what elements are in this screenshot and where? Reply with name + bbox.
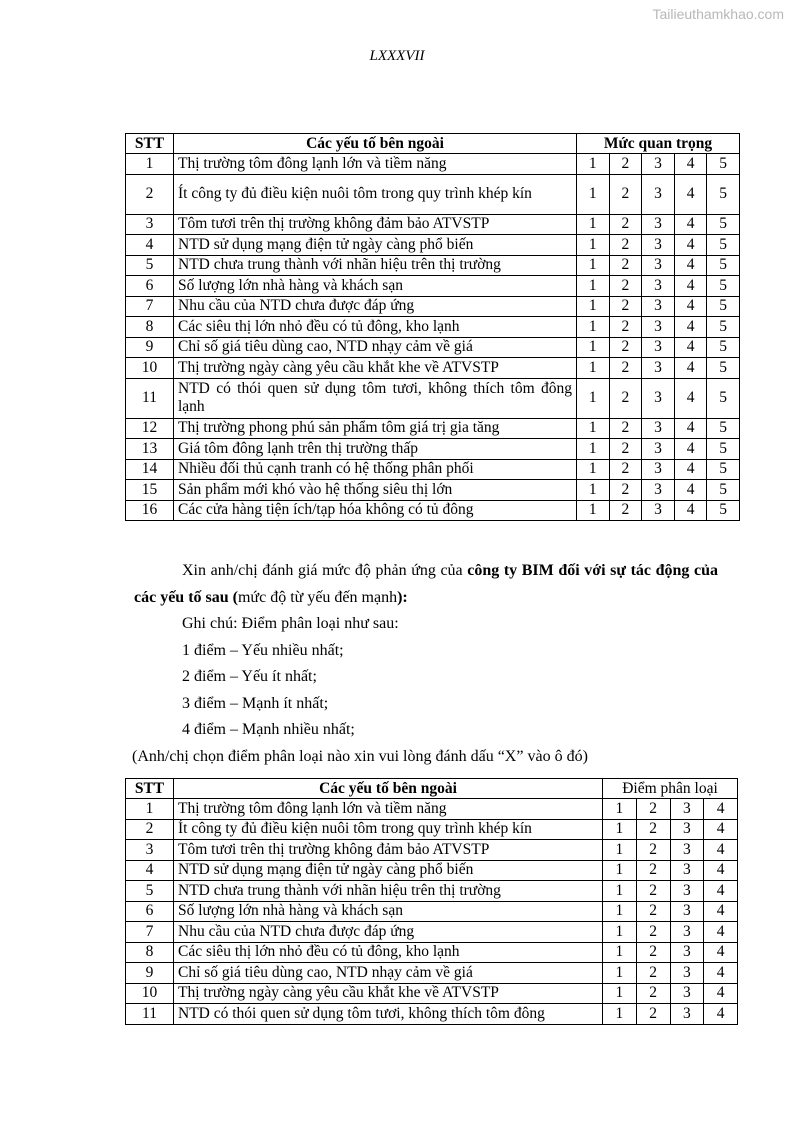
table-row	[126, 418, 740, 439]
level-2: 2 điểm – Yếu ít nhất;	[182, 668, 317, 685]
score-cell-2[interactable]: 2	[609, 418, 642, 439]
table-row	[126, 255, 740, 276]
table-row	[126, 378, 740, 418]
instruction-paragraph: Xin anh/chị đánh giá mức độ phản ứng của công ty BIM đối với sự tác động của các yếu tố sau (mức độ từ yếu đến mạnh):	[134, 562, 719, 606]
score-cell-2[interactable]: 2	[609, 337, 642, 358]
score-cell-1[interactable]: 1	[603, 983, 637, 1004]
table-row	[126, 1004, 738, 1025]
table-row	[126, 840, 738, 861]
score-cell-1[interactable]: 1	[603, 860, 637, 881]
table-row	[126, 480, 740, 501]
score-cell-3[interactable]: 3	[670, 963, 704, 984]
score-cell-4[interactable]: 4	[704, 881, 738, 902]
table-row	[126, 317, 740, 338]
score-cell-2[interactable]: 2	[636, 799, 670, 820]
factor-name: Các cửa hàng tiện ích/tạp hóa không có tủ đông	[174, 500, 577, 521]
table-row	[126, 174, 740, 214]
score-cell-1[interactable]: 1	[577, 337, 610, 358]
score-cell-5[interactable]: 5	[707, 214, 740, 235]
score-cell-2[interactable]: 2	[609, 459, 642, 480]
score-cell-2[interactable]: 2	[609, 317, 642, 338]
table-row	[126, 860, 738, 881]
level-4: 4 điểm – Mạnh nhiều nhất;	[182, 721, 355, 738]
table-row	[126, 942, 738, 963]
score-cell-4[interactable]: 4	[674, 418, 707, 439]
row-number: 11	[126, 1004, 174, 1025]
factor-name: Tôm tươi trên thị trường không đảm bảo ATVSTP	[174, 214, 577, 235]
score-cell-1[interactable]: 1	[577, 358, 610, 379]
score-cell-4[interactable]: 4	[674, 276, 707, 297]
score-cell-2[interactable]: 2	[636, 983, 670, 1004]
score-cell-2[interactable]: 2	[609, 500, 642, 521]
score-cell-1[interactable]: 1	[577, 296, 610, 317]
score-cell-1[interactable]: 1	[577, 459, 610, 480]
score-cell-2[interactable]: 2	[636, 860, 670, 881]
score-cell-2[interactable]: 2	[609, 480, 642, 501]
score-cell-3[interactable]: 3	[670, 942, 704, 963]
row-number: 7	[126, 922, 174, 943]
score-cell-3[interactable]: 3	[642, 174, 675, 214]
table-row	[126, 358, 740, 379]
factor-name: Nhiều đối thủ cạnh tranh có hệ thống phân phối	[174, 459, 577, 480]
score-cell-4[interactable]: 4	[704, 799, 738, 820]
score-cell-1[interactable]: 1	[603, 840, 637, 861]
score-cell-3[interactable]: 3	[670, 860, 704, 881]
score-cell-4[interactable]: 4	[674, 154, 707, 175]
score-cell-3[interactable]: 3	[642, 358, 675, 379]
factor-name: Nhu cầu của NTD chưa được đáp ứng	[174, 922, 603, 943]
factor-name: Tôm tươi trên thị trường không đảm bảo ATVSTP	[174, 840, 603, 861]
row-number: 3	[126, 214, 174, 235]
factor-name: Các siêu thị lớn nhỏ đều có tủ đông, kho lạnh	[174, 317, 577, 338]
score-cell-4[interactable]: 4	[674, 317, 707, 338]
score-cell-2[interactable]: 2	[636, 840, 670, 861]
score-cell-4[interactable]: 4	[704, 860, 738, 881]
row-number: 4	[126, 860, 174, 881]
table-row	[126, 459, 740, 480]
factor-name: Thị trường tôm đông lạnh lớn và tiềm năng	[174, 154, 577, 175]
instructions	[134, 558, 718, 770]
row-number: 11	[126, 378, 174, 418]
header-stt: STT	[126, 779, 174, 799]
table-row	[126, 963, 738, 984]
score-cell-4[interactable]: 4	[674, 500, 707, 521]
score-cell-3[interactable]: 3	[670, 881, 704, 902]
score-cell-1[interactable]: 1	[577, 214, 610, 235]
score-cell-5[interactable]: 5	[707, 439, 740, 460]
score-cell-2[interactable]: 2	[609, 296, 642, 317]
score-cell-1[interactable]: 1	[603, 901, 637, 922]
score-cell-3[interactable]: 3	[670, 901, 704, 922]
score-cell-5[interactable]: 5	[707, 378, 740, 418]
table-row	[126, 276, 740, 297]
score-cell-3[interactable]: 3	[670, 922, 704, 943]
level-1: 1 điểm – Yếu nhiều nhất;	[182, 641, 344, 659]
row-number: 9	[126, 963, 174, 984]
factor-name: Chỉ số giá tiêu dùng cao, NTD nhạy cảm về giá	[174, 337, 577, 358]
score-cell-5[interactable]: 5	[707, 255, 740, 276]
score-cell-4[interactable]: 4	[674, 358, 707, 379]
score-cell-3[interactable]: 3	[642, 378, 675, 418]
score-cell-5[interactable]: 5	[707, 459, 740, 480]
score-cell-4[interactable]: 4	[674, 337, 707, 358]
score-cell-4[interactable]: 4	[704, 840, 738, 861]
score-cell-4[interactable]: 4	[704, 963, 738, 984]
score-cell-2[interactable]: 2	[609, 378, 642, 418]
score-cell-1[interactable]: 1	[603, 881, 637, 902]
score-cell-4[interactable]: 4	[704, 901, 738, 922]
score-cell-5[interactable]: 5	[707, 418, 740, 439]
score-cell-2[interactable]: 2	[609, 154, 642, 175]
score-cell-3[interactable]: 3	[642, 235, 675, 256]
score-cell-2[interactable]: 2	[636, 901, 670, 922]
score-cell-2[interactable]: 2	[636, 963, 670, 984]
table-row	[126, 214, 740, 235]
score-cell-3[interactable]: 3	[642, 276, 675, 297]
score-cell-5[interactable]: 5	[707, 500, 740, 521]
note-line: Ghi chú: Điểm phân loại như sau:	[182, 615, 399, 632]
score-cell-4[interactable]: 4	[704, 942, 738, 963]
factor-name: Sản phẩm mới khó vào hệ thống siêu thị lớn	[174, 480, 577, 501]
header-factor: Các yếu tố bên ngoài	[174, 134, 577, 154]
score-cell-1[interactable]: 1	[577, 276, 610, 297]
row-number: 8	[126, 942, 174, 963]
row-number: 14	[126, 459, 174, 480]
score-cell-2[interactable]: 2	[609, 214, 642, 235]
factor-name: Giá tôm đông lạnh trên thị trường thấp	[174, 439, 577, 460]
importance-table	[125, 133, 740, 521]
score-cell-1[interactable]: 1	[577, 480, 610, 501]
header-stt: STT	[126, 134, 174, 154]
score-cell-1[interactable]: 1	[577, 439, 610, 460]
score-cell-3[interactable]: 3	[642, 317, 675, 338]
table-row	[126, 337, 740, 358]
score-cell-2[interactable]: 2	[609, 255, 642, 276]
factor-name: NTD chưa trung thành với nhãn hiệu trên thị trường	[174, 881, 603, 902]
table-body	[126, 799, 738, 1025]
score-cell-4[interactable]: 4	[674, 439, 707, 460]
score-cell-3[interactable]: 3	[642, 459, 675, 480]
table-row	[126, 983, 738, 1004]
score-cell-5[interactable]: 5	[707, 296, 740, 317]
score-cell-2[interactable]: 2	[609, 276, 642, 297]
table-row	[126, 881, 738, 902]
row-number: 6	[126, 276, 174, 297]
score-cell-1[interactable]: 1	[577, 500, 610, 521]
table-row	[126, 235, 740, 256]
header-rating: Điểm phân loại	[603, 779, 738, 799]
table-row	[126, 799, 738, 820]
score-cell-5[interactable]: 5	[707, 276, 740, 297]
score-cell-2[interactable]: 2	[636, 819, 670, 840]
score-cell-5[interactable]: 5	[707, 480, 740, 501]
score-cell-2[interactable]: 2	[636, 922, 670, 943]
score-cell-4[interactable]: 4	[674, 459, 707, 480]
row-number: 2	[126, 819, 174, 840]
score-cell-3[interactable]: 3	[642, 296, 675, 317]
score-cell-2[interactable]: 2	[609, 235, 642, 256]
score-cell-2[interactable]: 2	[636, 1004, 670, 1025]
score-cell-4[interactable]: 4	[674, 296, 707, 317]
row-number: 10	[126, 983, 174, 1004]
header-factor: Các yếu tố bên ngoài	[174, 779, 603, 799]
factor-name: NTD sử dụng mạng điện tử ngày càng phổ biến	[174, 235, 577, 256]
table-row	[126, 154, 740, 175]
score-cell-2[interactable]: 2	[609, 174, 642, 214]
factor-name: NTD chưa trung thành với nhãn hiệu trên thị trường	[174, 255, 577, 276]
score-cell-3[interactable]: 3	[670, 983, 704, 1004]
factor-name: Chỉ số giá tiêu dùng cao, NTD nhạy cảm về giá	[174, 963, 603, 984]
score-cell-4[interactable]: 4	[704, 922, 738, 943]
row-number: 13	[126, 439, 174, 460]
score-cell-5[interactable]: 5	[707, 317, 740, 338]
mark-instruction: (Anh/chị chọn điểm phân loại nào xin vui lòng đánh dấu “X” vào ô đó)	[132, 747, 588, 765]
score-cell-3[interactable]: 3	[642, 214, 675, 235]
score-cell-1[interactable]: 1	[577, 418, 610, 439]
score-cell-2[interactable]: 2	[609, 358, 642, 379]
page-number: LXXXVII	[369, 48, 425, 64]
score-cell-4[interactable]: 4	[674, 235, 707, 256]
score-cell-4[interactable]: 4	[674, 255, 707, 276]
score-cell-1[interactable]: 1	[577, 154, 610, 175]
score-cell-1[interactable]: 1	[603, 819, 637, 840]
score-cell-1[interactable]: 1	[603, 922, 637, 943]
watermark: Tailieuthamkhao.com	[652, 6, 784, 22]
score-cell-1[interactable]: 1	[603, 963, 637, 984]
factor-name: NTD có thói quen sử dụng tôm tươi, không thích tôm đông	[174, 1004, 603, 1025]
score-cell-1[interactable]: 1	[577, 255, 610, 276]
table-row	[126, 922, 738, 943]
header-importance: Mức quan trọng	[577, 134, 740, 154]
factor-name: Nhu cầu của NTD chưa được đáp ứng	[174, 296, 577, 317]
table-row	[126, 296, 740, 317]
score-cell-2[interactable]: 2	[636, 942, 670, 963]
score-cell-5[interactable]: 5	[707, 154, 740, 175]
table-row	[126, 901, 738, 922]
score-cell-3[interactable]: 3	[642, 500, 675, 521]
score-cell-1[interactable]: 1	[603, 799, 637, 820]
score-cell-3[interactable]: 3	[670, 1004, 704, 1025]
rating-table	[125, 778, 738, 1025]
table-row	[126, 819, 738, 840]
factor-name: Thị trường tôm đông lạnh lớn và tiềm năng	[174, 799, 603, 820]
score-cell-2[interactable]: 2	[636, 881, 670, 902]
score-cell-3[interactable]: 3	[670, 840, 704, 861]
score-cell-3[interactable]: 3	[642, 255, 675, 276]
factor-name: Số lượng lớn nhà hàng và khách sạn	[174, 901, 603, 922]
row-number: 12	[126, 418, 174, 439]
table-row	[126, 500, 740, 521]
score-cell-1[interactable]: 1	[577, 378, 610, 418]
factor-name: Thị trường ngày càng yêu cầu khắt khe về ATVSTP	[174, 358, 577, 379]
factor-name: Thị trường phong phú sản phẩm tôm giá trị gia tăng	[174, 418, 577, 439]
factor-name: NTD sử dụng mạng điện tử ngày càng phổ biến	[174, 860, 603, 881]
row-number: 1	[126, 799, 174, 820]
score-cell-5[interactable]: 5	[707, 358, 740, 379]
level-3: 3 điểm – Mạnh ít nhất;	[182, 694, 329, 712]
row-number: 4	[126, 235, 174, 256]
row-number: 7	[126, 296, 174, 317]
factor-name: Các siêu thị lớn nhỏ đều có tủ đông, kho lạnh	[174, 942, 603, 963]
score-cell-2[interactable]: 2	[609, 439, 642, 460]
row-number: 10	[126, 358, 174, 379]
score-cell-3[interactable]: 3	[642, 337, 675, 358]
row-number: 9	[126, 337, 174, 358]
row-number: 3	[126, 840, 174, 861]
factor-name: NTD có thói quen sử dụng tôm tươi, không thích tôm đông lạnh	[174, 378, 577, 418]
score-cell-4[interactable]: 4	[674, 214, 707, 235]
score-cell-4[interactable]: 4	[704, 1004, 738, 1025]
score-cell-3[interactable]: 3	[642, 418, 675, 439]
score-cell-1[interactable]: 1	[603, 1004, 637, 1025]
score-cell-4[interactable]: 4	[704, 819, 738, 840]
factor-name: Số lượng lớn nhà hàng và khách sạn	[174, 276, 577, 297]
score-cell-3[interactable]: 3	[670, 819, 704, 840]
score-cell-4[interactable]: 4	[674, 378, 707, 418]
row-number: 5	[126, 255, 174, 276]
row-number: 15	[126, 480, 174, 501]
score-cell-4[interactable]: 4	[674, 174, 707, 214]
score-cell-1[interactable]: 1	[577, 235, 610, 256]
factor-name: Ít công ty đủ điều kiện nuôi tôm trong quy trình khép kín	[174, 174, 577, 214]
score-cell-3[interactable]: 3	[642, 480, 675, 501]
score-cell-3[interactable]: 3	[642, 154, 675, 175]
score-cell-5[interactable]: 5	[707, 337, 740, 358]
score-cell-5[interactable]: 5	[707, 235, 740, 256]
score-cell-1[interactable]: 1	[603, 942, 637, 963]
row-number: 5	[126, 881, 174, 902]
score-cell-4[interactable]: 4	[674, 480, 707, 501]
score-cell-1[interactable]: 1	[577, 174, 610, 214]
table-body	[126, 154, 740, 521]
score-cell-4[interactable]: 4	[704, 983, 738, 1004]
score-cell-3[interactable]: 3	[670, 799, 704, 820]
row-number: 2	[126, 174, 174, 214]
row-number: 8	[126, 317, 174, 338]
score-cell-3[interactable]: 3	[642, 439, 675, 460]
row-number: 1	[126, 154, 174, 175]
table-row	[126, 439, 740, 460]
factor-name: Thị trường ngày càng yêu cầu khắt khe về ATVSTP	[174, 983, 603, 1004]
score-cell-5[interactable]: 5	[707, 174, 740, 214]
score-cell-1[interactable]: 1	[577, 317, 610, 338]
row-number: 6	[126, 901, 174, 922]
factor-name: Ít công ty đủ điều kiện nuôi tôm trong quy trình khép kín	[174, 819, 603, 840]
row-number: 16	[126, 500, 174, 521]
